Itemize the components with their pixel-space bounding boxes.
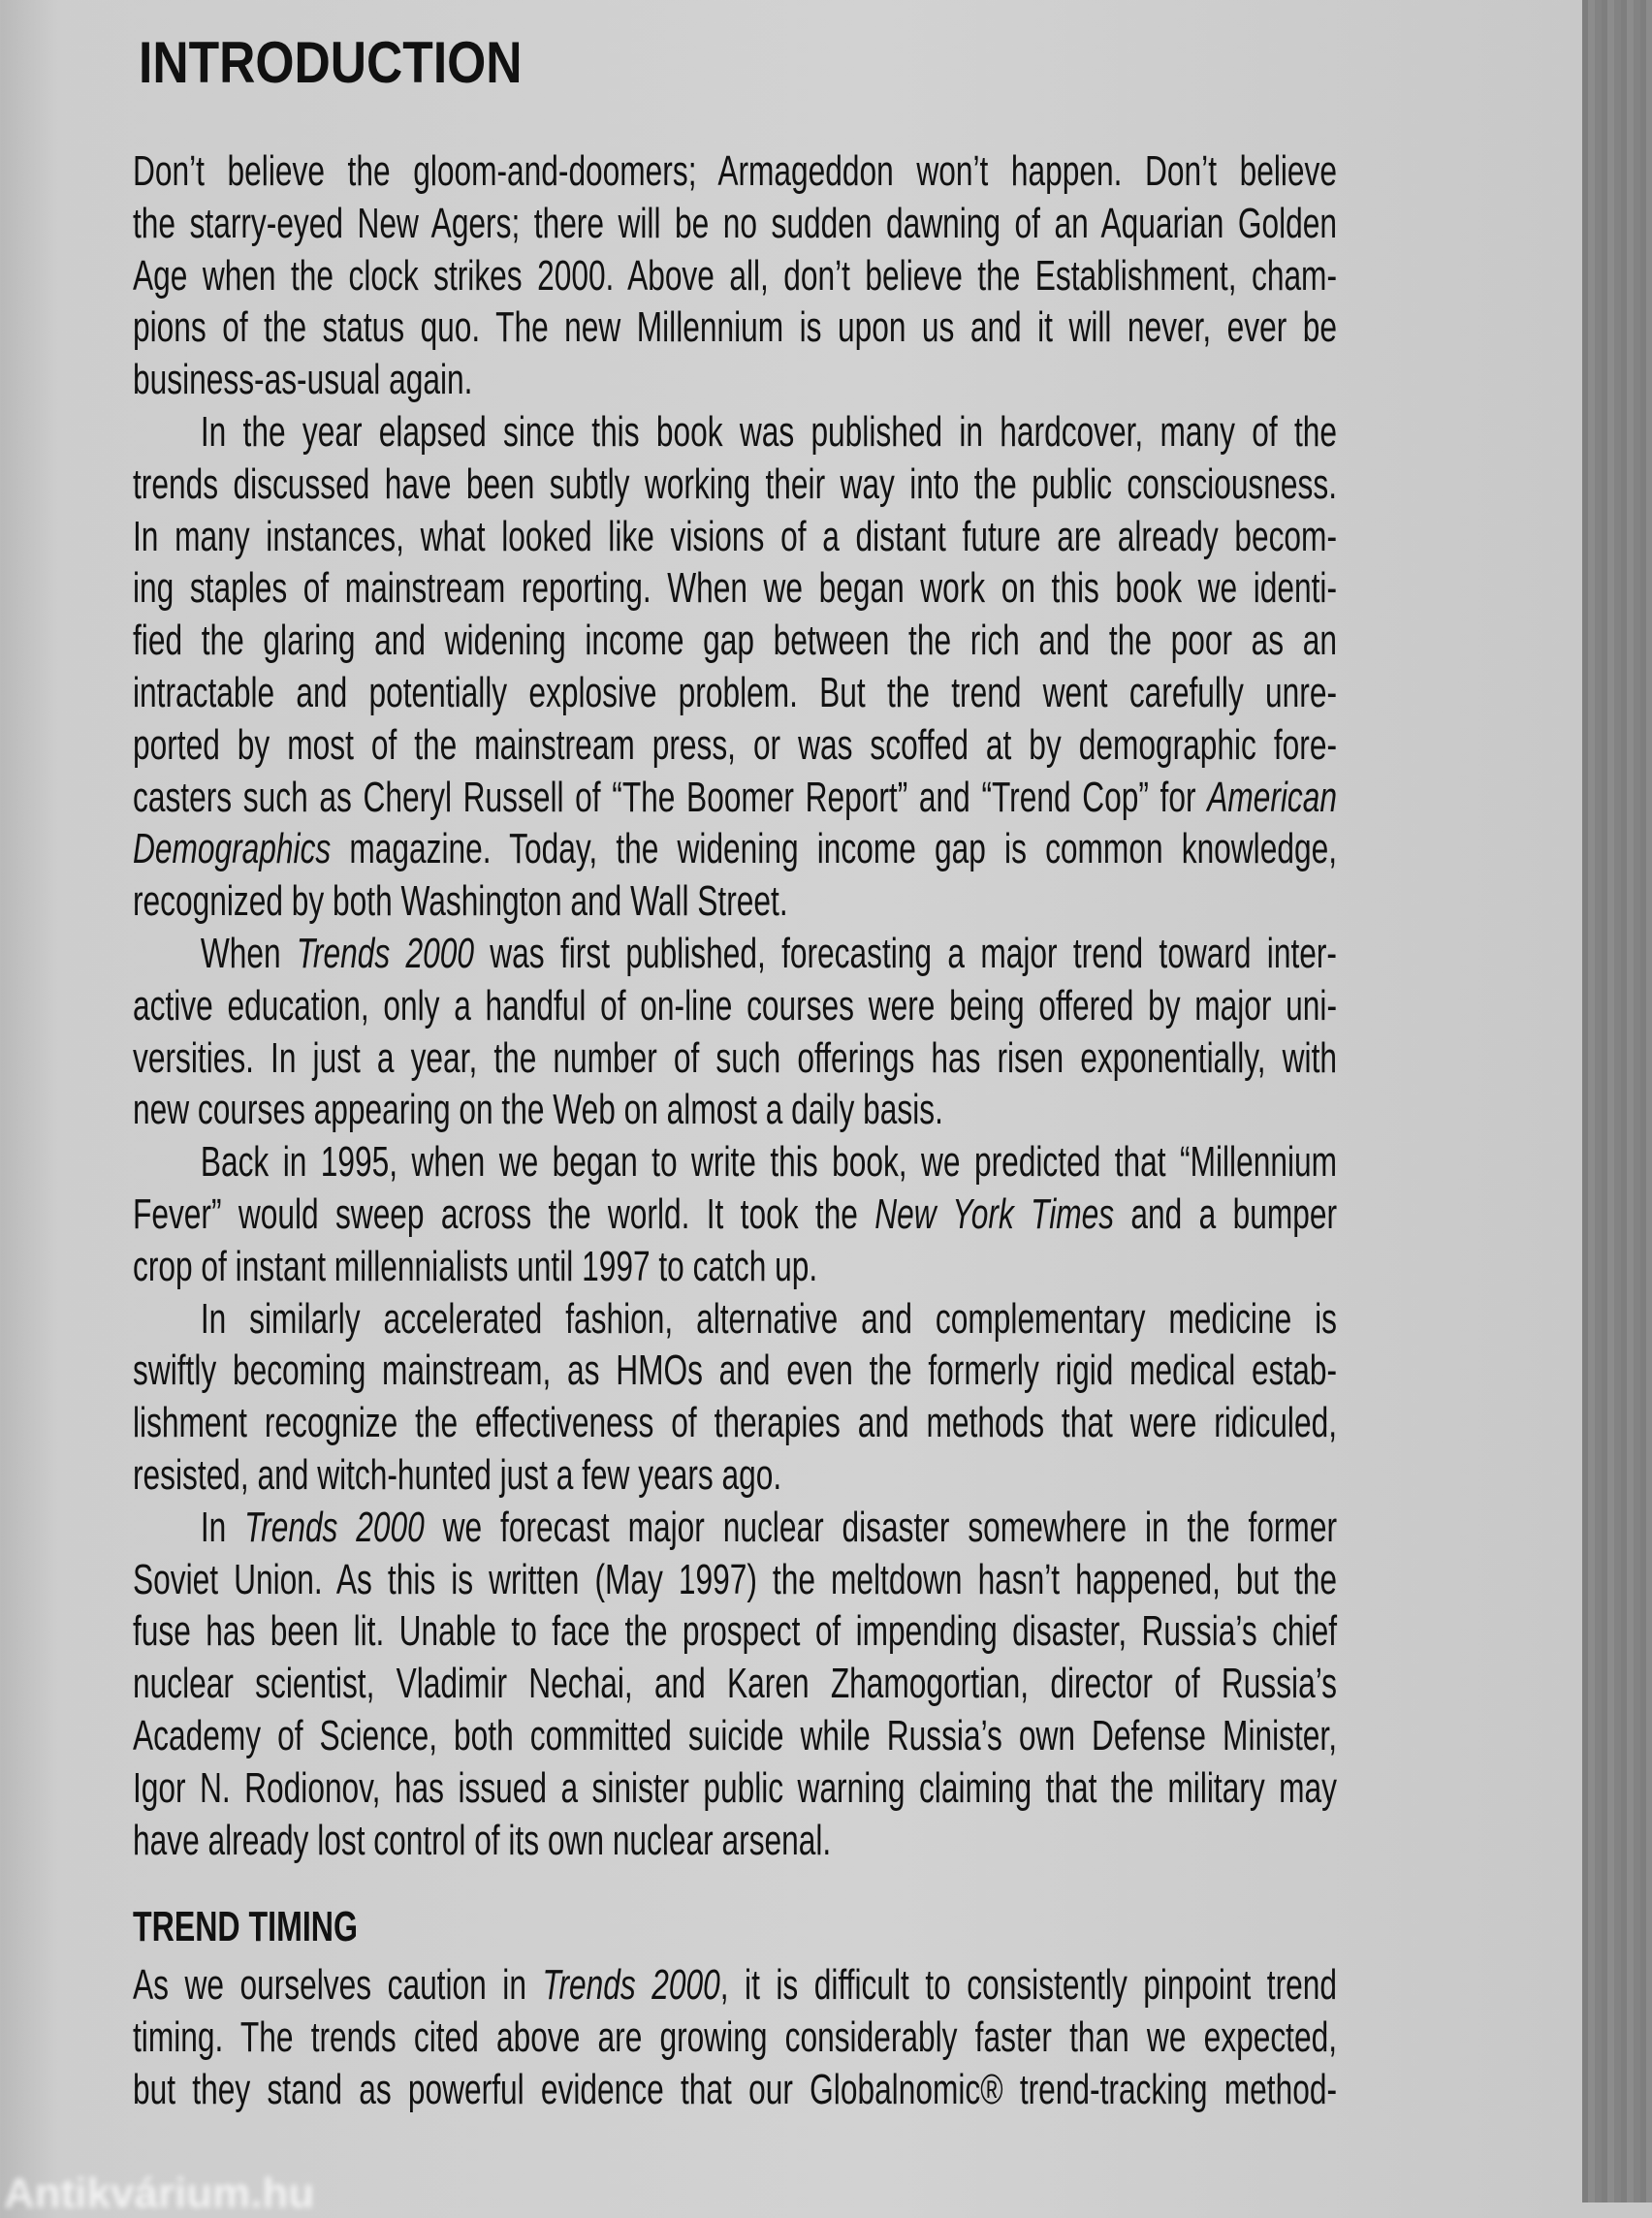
text-segment: intractable and potentially explosive problem. But the trend went carefully unre-	[133, 668, 1337, 716]
text-line	[133, 1188, 1337, 1241]
italic-title: Demographics	[133, 825, 332, 873]
paragraph	[133, 1293, 1652, 1502]
text-segment: casters such as Cheryl Russell of “The Boomer Report” and “Trend Cop” for	[133, 773, 1208, 821]
text-line	[133, 1293, 1337, 1346]
paragraph	[133, 1959, 1652, 2115]
text-segment: we forecast major nuclear disaster somewhere in the former	[424, 1503, 1337, 1551]
text-segment: swiftly becoming mainstream, as HMOs and even the formerly rigid medical estab-	[133, 1347, 1337, 1395]
text-segment: was first published, forecasting a major trend toward inter-	[473, 929, 1337, 977]
text-segment: Igor N. Rodionov, has issued a sinister public warning claiming that the military may	[133, 1763, 1337, 1812]
text-segment: ing staples of mainstream reporting. When we began work on this book we identi-	[133, 564, 1337, 613]
paragraph	[133, 145, 1652, 406]
text-line	[133, 2064, 1337, 2116]
text-line	[133, 980, 1337, 1032]
book-body-text	[133, 145, 1652, 2116]
text-line	[133, 667, 1337, 719]
text-line	[133, 1710, 1337, 1762]
italic-title: Trends 2000	[244, 1503, 425, 1551]
text-segment: fied the glaring and widening income gap between the rich and the poor as an	[133, 617, 1337, 665]
text-line	[133, 459, 1337, 511]
text-line	[133, 198, 1337, 250]
text-line	[133, 301, 1337, 354]
text-segment: In the year elapsed since this book was published in hardcover, many of the	[200, 407, 1338, 456]
text-line	[133, 1762, 1337, 1815]
paragraph	[133, 406, 1652, 928]
text-segment: Back in 1995, when we began to write this book, we predicted that “Millennium	[200, 1138, 1338, 1187]
text-line	[133, 719, 1337, 772]
text-segment: Don’t believe the gloom-and-doomers; Armageddon won’t happen. Don’t believe	[133, 147, 1337, 195]
italic-title: Trends 2000	[542, 1961, 720, 2010]
text-line	[133, 1241, 1337, 1293]
paragraph	[133, 1136, 1652, 1292]
text-segment: but they stand as powerful evidence that our Globalnomic® trend-tracking method-	[133, 2065, 1337, 2113]
text-segment: , it is difficult to consistently pinpoint trend	[719, 1961, 1338, 2010]
text-line	[133, 145, 1337, 198]
text-line	[133, 1815, 1337, 1867]
text-segment: versities. In just a year, the number of such offerings has risen exponentially, with	[133, 1033, 1337, 1082]
text-line	[133, 875, 1337, 928]
watermark-logo: Antikvárium.hu	[4, 2170, 315, 2217]
text-line	[133, 1032, 1337, 1085]
text-line	[133, 250, 1337, 302]
text-segment: Soviet Union. As this is written (May 1997) the meltdown hasn’t happened, but the	[133, 1555, 1337, 1603]
text-line	[133, 1345, 1337, 1397]
text-segment: Academy of Science, both committed suicide while Russia’s own Defense Minister,	[133, 1711, 1337, 1759]
text-segment: In similarly accelerated fashion, alternative and complementary medicine is	[200, 1294, 1338, 1343]
text-segment: resisted, and witch-hunted just a few years ago.	[133, 1450, 782, 1499]
text-line	[133, 1605, 1337, 1658]
text-line	[133, 1397, 1337, 1449]
text-segment: and a bumper	[1114, 1189, 1337, 1238]
section-heading-trend-timing: TREND TIMING	[133, 1903, 358, 1951]
text-segment: trends discussed have been subtly working their way into the public consciousness.	[133, 459, 1337, 508]
text-line	[133, 928, 1337, 980]
text-segment: the starry-eyed New Agers; there will be no sudden dawning of an Aquarian Golden	[133, 199, 1337, 247]
text-segment: Fever” would sweep across the world. It took the	[133, 1189, 875, 1238]
text-segment: recognized by both Washington and Wall Street.	[133, 877, 788, 926]
text-segment: In	[200, 1503, 245, 1551]
text-line	[133, 1502, 1337, 1554]
text-line	[133, 1554, 1337, 1606]
text-segment: ported by most of the mainstream press, or was scoffed at by demographic fore-	[133, 720, 1337, 769]
text-line	[133, 615, 1337, 667]
paragraph	[133, 928, 1652, 1136]
text-segment: have already lost control of its own nuclear arsenal.	[133, 1816, 832, 1864]
text-segment: business-as-usual again.	[133, 356, 473, 404]
text-segment: nuclear scientist, Vladimir Nechai, and Karen Zhamogortian, director of Russia’s	[133, 1660, 1337, 1708]
italic-title: New York Times	[874, 1189, 1115, 1238]
paragraph	[133, 1502, 1652, 1867]
text-line	[133, 354, 1337, 406]
text-line	[133, 1449, 1337, 1502]
text-line	[133, 1658, 1337, 1710]
text-line	[133, 1959, 1337, 2012]
text-segment: Age when the clock strikes 2000. Above all, don’t believe the Establishment, cham-	[133, 251, 1337, 300]
text-segment: When	[200, 929, 297, 977]
italic-title: Trends 2000	[296, 929, 474, 977]
text-segment: crop of instant millennialists until 1997 to catch up.	[133, 1242, 818, 1290]
text-segment: new courses appearing on the Web on almost a daily basis.	[133, 1086, 943, 1134]
text-segment: In many instances, what looked like visions of a distant future are already becom-	[133, 512, 1337, 560]
text-line	[133, 511, 1337, 563]
text-segment: active education, only a handful of on-line courses were being offered by major uni-	[133, 981, 1337, 1030]
text-segment: pions of the status quo. The new Millennium is upon us and it will never, ever be	[133, 303, 1337, 352]
text-line	[133, 2012, 1337, 2064]
text-segment: lishment recognize the effectiveness of therapies and methods that were ridiculed,	[133, 1399, 1337, 1447]
trend-timing-paragraph	[133, 1959, 1652, 2115]
text-segment: fuse has been lit. Unable to face the prospect of impending disaster, Russia’s chief	[133, 1607, 1337, 1656]
text-line	[133, 823, 1337, 875]
page-title: INTRODUCTION	[139, 30, 523, 95]
text-segment: magazine. Today, the widening income gap is common knowledge,	[331, 825, 1337, 873]
text-line	[133, 406, 1337, 459]
text-line	[133, 772, 1337, 824]
introduction-paragraphs	[133, 145, 1652, 1866]
text-line	[133, 1084, 1337, 1136]
text-segment: timing. The trends cited above are growing considerably faster than we expected,	[133, 2013, 1337, 2062]
text-line	[133, 562, 1337, 615]
italic-title: American	[1207, 773, 1337, 821]
text-segment: As we ourselves caution in	[133, 1961, 543, 2010]
text-line	[133, 1136, 1337, 1188]
